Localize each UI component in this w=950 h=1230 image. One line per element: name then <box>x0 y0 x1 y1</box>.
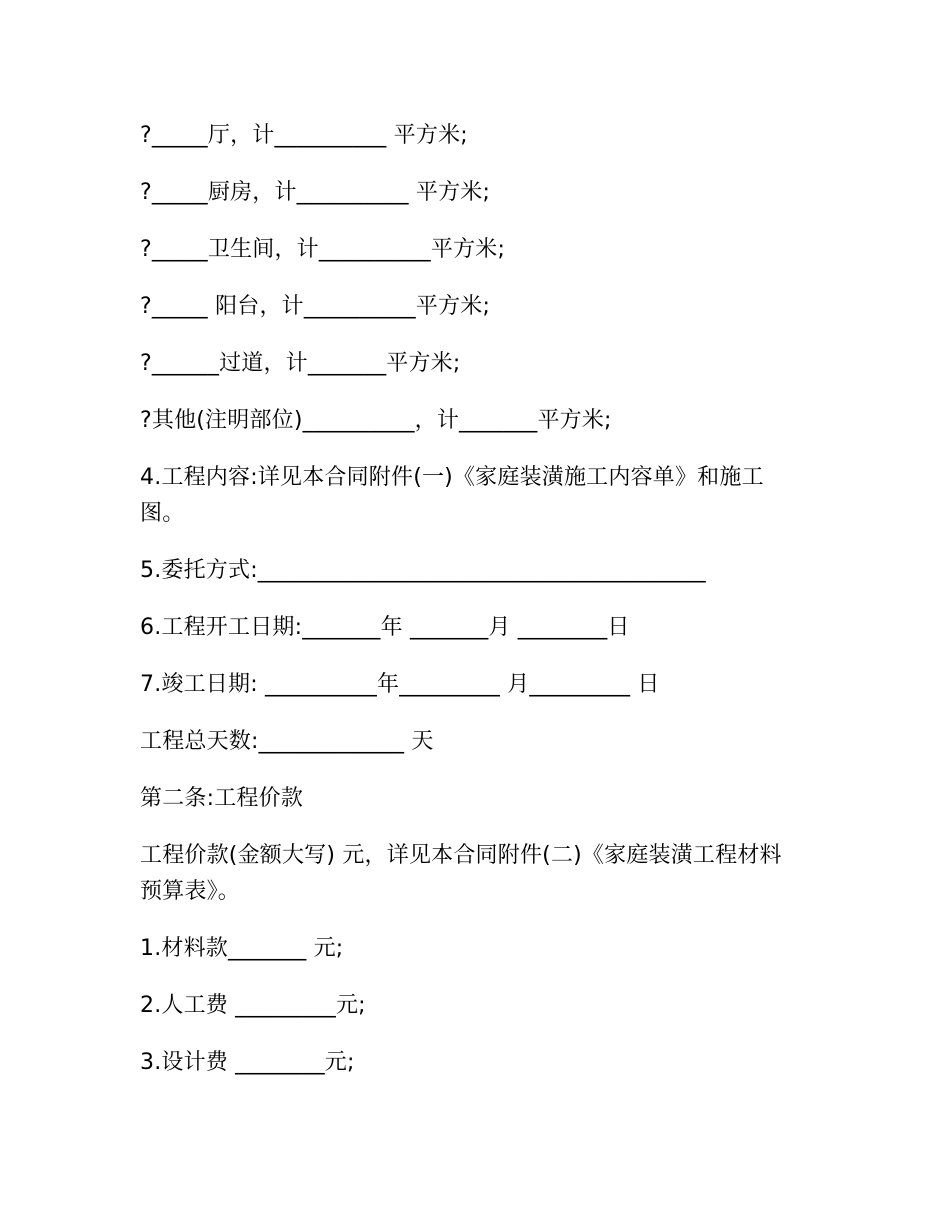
design-fee-line: 3.设计费 ________元; <box>140 1050 355 1075</box>
area-other-line: ?其他(注明部位)__________，计_______平方米; <box>140 408 612 433</box>
total-days-clause: 工程总天数:_____________ 天 <box>140 729 434 754</box>
labor-cost-line: 2.人工费 _________元; <box>140 993 366 1018</box>
project-price-clause: 工程价款(金额大写) 元，详见本合同附件(二)《家庭装潢工程材料预算表》。 <box>140 843 782 904</box>
start-date-clause: 6.工程开工日期:_______年 _______月 ________日 <box>140 615 630 640</box>
commission-method-clause: 5.委托方式:________________________________________ <box>140 558 706 583</box>
completion-date-clause: 7.竣工日期: __________年_________ 月_________ 日 <box>140 672 660 697</box>
contract-body <box>140 118 800 1102</box>
area-corridor-line: ?______过道，计_______平方米; <box>140 351 461 376</box>
area-balcony-line: ?_____ 阳台，计__________平方米; <box>140 294 491 319</box>
area-living-room-line: ?_____厅，计__________ 平方米; <box>140 123 468 148</box>
work-content-clause: 4.工程内容:详见本合同附件(一)《家庭装潢施工内容单》和施工图。 <box>140 465 764 526</box>
article-two-heading: 第二条:工程价款 <box>140 786 304 811</box>
material-cost-line: 1.材料款_______ 元; <box>140 936 344 961</box>
area-bathroom-line: ?_____卫生间，计__________平方米; <box>140 237 506 262</box>
area-kitchen-line: ?_____厨房，计__________ 平方米; <box>140 180 491 205</box>
